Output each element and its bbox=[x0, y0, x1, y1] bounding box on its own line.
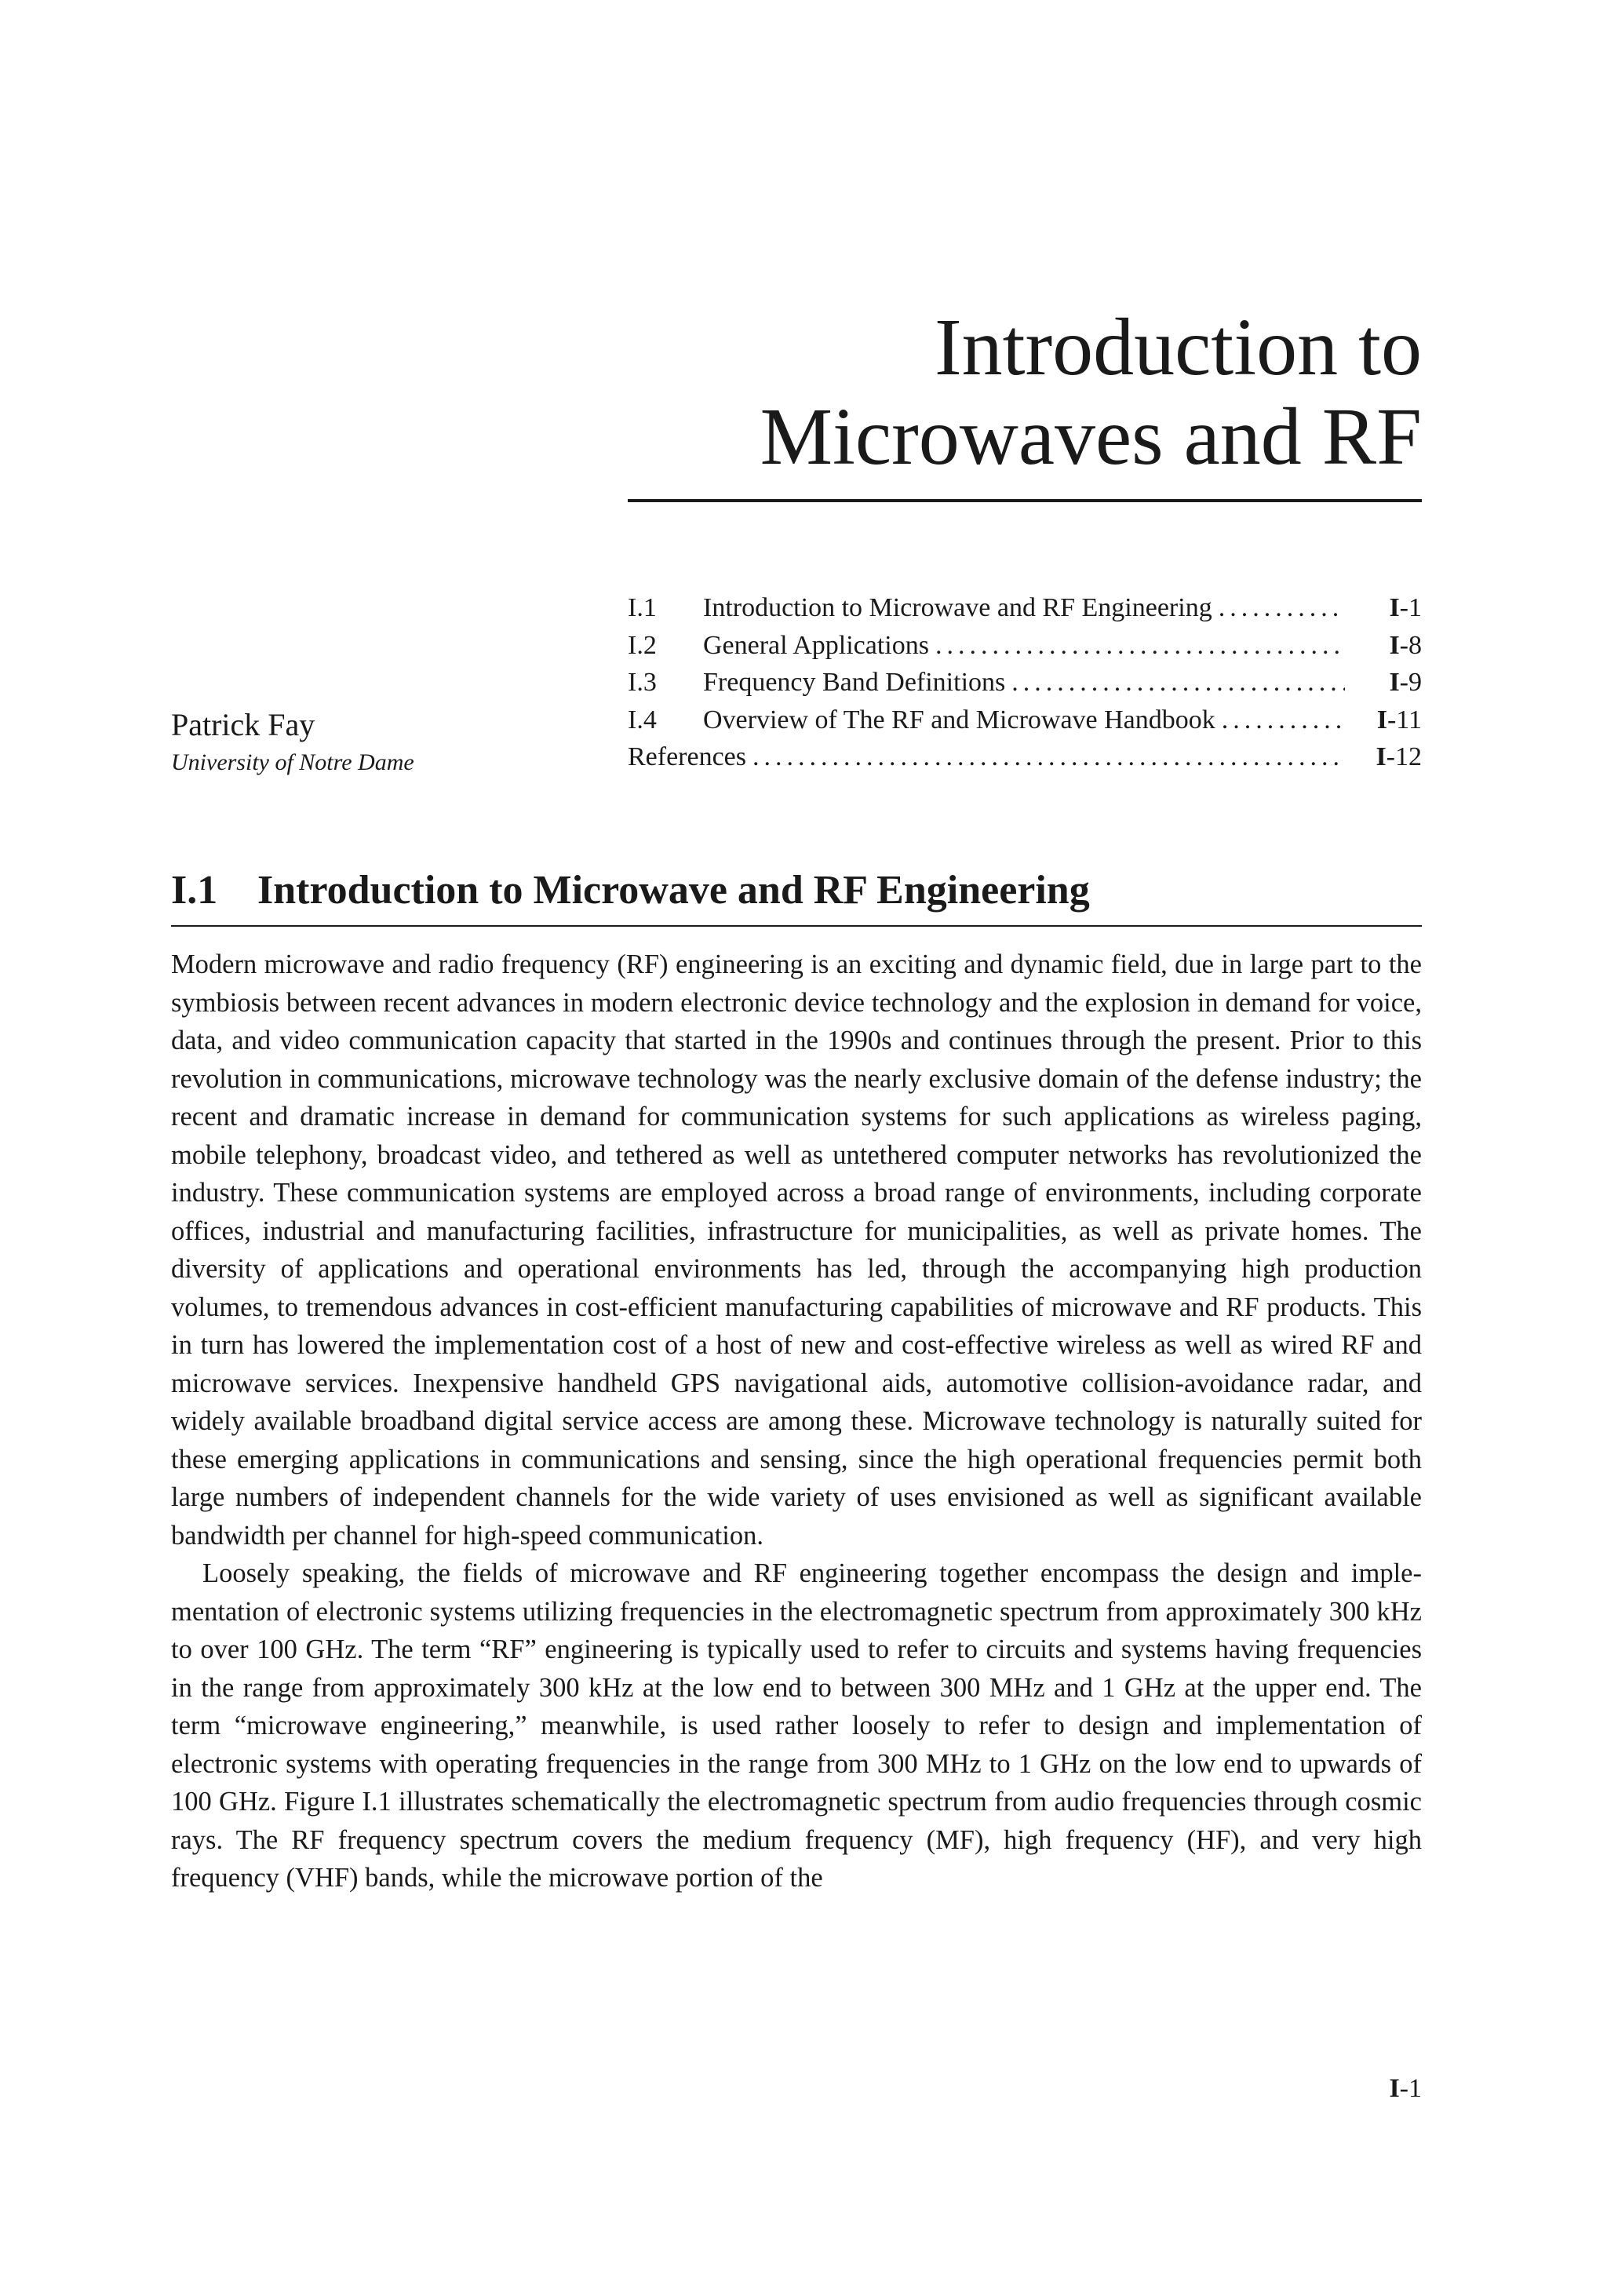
toc-entry[interactable] bbox=[628, 668, 1422, 705]
toc-entry-title: General Applications bbox=[703, 630, 929, 660]
toc-entry-title: Frequency Band Definitions bbox=[703, 668, 1006, 697]
toc-entry-references[interactable] bbox=[628, 742, 1422, 780]
author-name: Patrick Fay bbox=[171, 707, 315, 742]
chapter-title bbox=[559, 303, 1422, 482]
toc-leader-dots bbox=[935, 631, 1345, 661]
toc-entry-title: References bbox=[628, 742, 747, 771]
toc-entry-page: I-1 bbox=[1389, 593, 1422, 622]
section-heading bbox=[171, 866, 1422, 927]
toc-leader-dots bbox=[1219, 593, 1345, 623]
toc-leader-dots bbox=[1222, 705, 1345, 735]
table-of-contents bbox=[628, 593, 1422, 780]
body-paragraph: Modern microwave and radio frequency (RF) engineering is an exciting and dynamic field, due in large part to the symbiosis between recent advances in modern electronic device technology and the explosion in demand for voice, data, and video communication capacity that started in the 1990s and continues through the present. Prior to this revolution in communications, microwave technology was the nearly exclusive domain of the defense industry; the recent and dramatic increase in demand for communication systems for such applications as wireless paging, mobile telephony, broadcast video, and tethered as well as untethered computer networks has revolutionized the industry. These communication systems are employed across a broad range of environments, including corporate offices, industrial and manufacturing facilities, infrastructure for municipalities, as well as private homes. The diversity of applications and operational environments has led, through the accompanying high production volumes, to tremendous advances in cost-efficient manufacturing capabilities of microwave and RF products. This in turn has lowered the implementation cost of a host of new and cost-effective wireless as well as wired RF and microwave services. Inexpensive handheld GPS navigational aids, automotive collision-avoidance radar, and widely available broadband digital service access are among these. Microwave technology is naturally suited for these emerging applications in communications and sensing, since the high operational frequencies permit both large numbers of independent channels for the wide variety of uses envisioned as well as significant available bandwidth per channel for high-speed communication. bbox=[171, 949, 1422, 1551]
title-rule bbox=[628, 499, 1422, 502]
toc-entry-title: Overview of The RF and Microwave Handbook bbox=[703, 705, 1215, 734]
section-number: I.1 bbox=[171, 868, 218, 913]
toc-entry-page: I-9 bbox=[1389, 668, 1422, 697]
chapter-title-line-1: Introduction to bbox=[934, 302, 1422, 392]
toc-entry-page: I-8 bbox=[1389, 630, 1422, 660]
body-text bbox=[171, 946, 1422, 1897]
toc-entry-page: I-11 bbox=[1376, 705, 1422, 734]
author-affiliation: University of Notre Dame bbox=[171, 749, 414, 775]
chapter-title-line-2: Microwaves and RF bbox=[760, 392, 1422, 482]
page-number: I-1 bbox=[1389, 2074, 1422, 2103]
author-block bbox=[171, 706, 414, 778]
toc-leader-dots bbox=[1011, 668, 1345, 698]
toc-leader-dots bbox=[752, 742, 1345, 772]
toc-entry-number: I.1 bbox=[628, 593, 657, 622]
body-paragraph: Loosely speaking, the fields of microwave and RF engineering together encompass the design and implementation of electronic systems utilizing frequencies in the electromagnetic spectrum from approximately 300 kHz to over 100 GHz. The term “RF” engineering is typically used to refer to circuits and systems having frequencies in the range from approximately 300 kHz at the low end to between 300 MHz and 1 GHz at the upper end. The term “microwave engineering,” meanwhile, is used rather loosely to refer to design and implementation of electronic systems with operating frequencies in the range from 300 MHz to 1 GHz on the low end to upwards of 100 GHz. Figure I.1 illustrates schematically the electromagnetic spectrum from audio frequencies through cosmic rays. The RF frequency spectrum covers the medium frequency (MF), high frequency (HF), and very high frequency (VHF) bands, while the microwave portion of the bbox=[171, 1558, 1422, 1893]
toc-entry[interactable] bbox=[628, 705, 1422, 743]
toc-entry-number: I.3 bbox=[628, 668, 657, 697]
toc-entry[interactable] bbox=[628, 593, 1422, 631]
toc-entry-number: I.4 bbox=[628, 705, 657, 734]
toc-entry[interactable] bbox=[628, 631, 1422, 669]
toc-entry-title: Introduction to Microwave and RF Engineering bbox=[703, 593, 1212, 622]
section-title: Introduction to Microwave and RF Engineering bbox=[257, 868, 1090, 913]
toc-entry-page: I-12 bbox=[1376, 742, 1422, 771]
toc-entry-number: I.2 bbox=[628, 630, 657, 660]
